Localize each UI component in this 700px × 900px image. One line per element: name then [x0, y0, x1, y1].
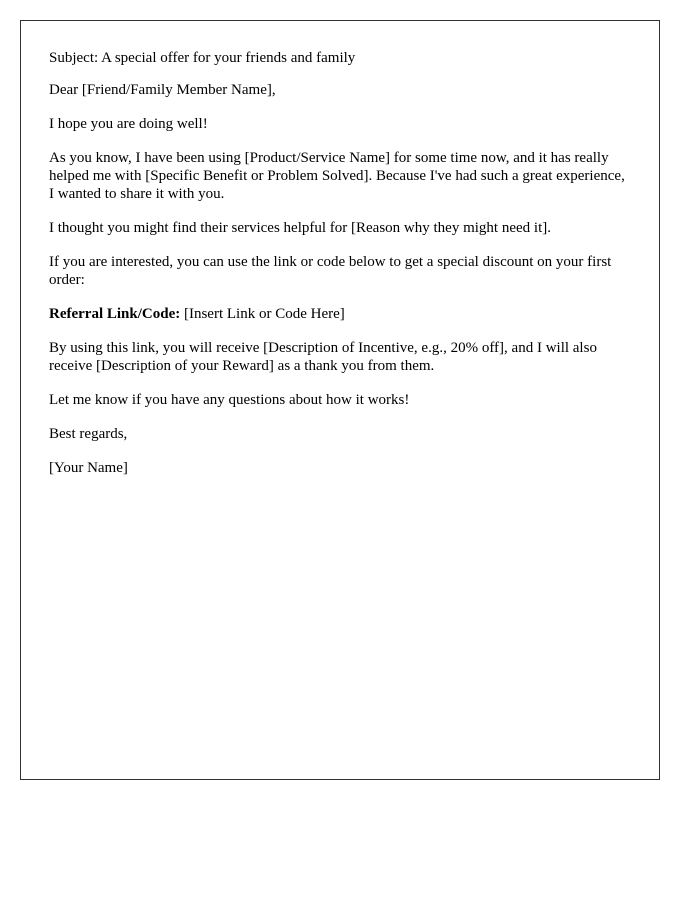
letter-subject: Subject: A special offer for your friends and family [49, 50, 356, 66]
letter-document [20, 20, 660, 780]
referral-line [49, 305, 631, 323]
letter-paragraph-questions: Let me know if you have any questions about how it works! [49, 392, 410, 408]
letter-salutation: Dear [Friend/Family Member Name], [49, 82, 276, 98]
letter-paragraph-reason: I thought you might find their services helpful for [Reason why they might need it]. [49, 220, 551, 236]
referral-value: [Insert Link or Code Here] [180, 306, 345, 322]
letter-paragraph-experience: As you know, I have been using [Product/Service Name] for some time now, and it has really helped me with [Specific Benefit or Problem Solved]. Because I've had such a great experience, I wanted to share it with you. [49, 150, 625, 202]
letter-closing: Best regards, [49, 426, 128, 442]
letter-paragraph-offer: If you are interested, you can use the link or code below to get a special discount on your first order: [49, 254, 612, 288]
letter-paragraph-incentive: By using this link, you will receive [Description of Incentive, e.g., 20% off], and I will also receive [Description of your Reward] as a thank you from them. [49, 340, 597, 374]
letter-opening: I hope you are doing well! [49, 116, 208, 132]
referral-label: Referral Link/Code: [49, 306, 181, 322]
letter-signature: [Your Name] [49, 460, 128, 476]
